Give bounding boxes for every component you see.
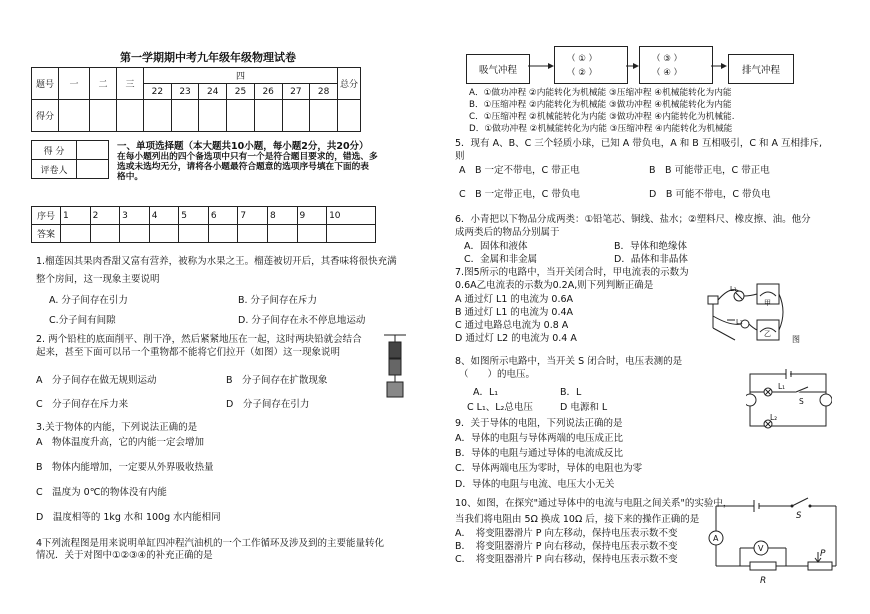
flow-intake-label: 吸气冲程	[478, 65, 517, 76]
section1-heading: 一、单项选择题（本大题共10小题，每小题2分，共20分）	[117, 141, 369, 152]
q1-option-b[interactable]: B. 分子间存在斥力	[238, 295, 318, 306]
q8-fig-s: S	[799, 397, 804, 406]
answer-cell[interactable]	[208, 225, 238, 243]
q10-stem: 10、如图，在探究"通过导体中的电流与电阻之间关系"的实验中，	[455, 498, 733, 509]
q1-option-d[interactable]: D. 分子间存在永不停息地运动	[238, 315, 366, 326]
q8-option-d[interactable]: D 电源和 L	[560, 402, 608, 413]
q7-meter-b-label: 乙	[764, 330, 771, 338]
q4-option-b[interactable]: B．①压缩冲程 ②内能转化为机械能 ③做功冲程 ④机械能转化为内能	[469, 100, 732, 110]
q9-option-d[interactable]: D．导体的电阻与电流、电压大小无关	[455, 479, 615, 490]
section-four: 四	[144, 68, 338, 84]
q5-option-c[interactable]: C B 一定带正电，C 带负电	[459, 189, 580, 200]
flow-slot-4: （ ④ ）	[652, 68, 683, 78]
q9-option-a[interactable]: A．导体的电阻与导体两端的电压成正比	[455, 433, 623, 444]
answer-num: 2	[90, 207, 120, 225]
section-two: 二	[90, 68, 117, 100]
answer-cell[interactable]	[297, 225, 327, 243]
grader-cell[interactable]	[77, 160, 109, 179]
flow-exhaust-label: 排气冲程	[741, 65, 780, 76]
q8-option-b[interactable]: B．L	[560, 387, 582, 398]
q10-option-b[interactable]: B． 将变阻器滑片 P 向右移动，保持电压表示数不变	[455, 541, 678, 552]
q10-option-a[interactable]: A． 将变阻器滑片 P 向左移动，保持电压表示数不变	[455, 528, 678, 539]
q7-option-b[interactable]: B 通过灯 L1 的电流为 0.4A	[455, 307, 574, 318]
q10-stem: 当我们将电阻由 5Ω 换成 10Ω 后，接下来的操作正确的是	[455, 514, 700, 525]
answer-num: 9	[297, 207, 327, 225]
q9-option-c[interactable]: C．导体两端电压为零时，导体的电阻也为零	[455, 463, 643, 474]
page-title: 第一学期期中考九年级年级物理试卷	[120, 51, 296, 64]
flow-arrows	[528, 60, 733, 72]
section1-desc: 在每小题列出的四个备选项中只有一个是符合题目要求的，错选、多	[117, 152, 378, 162]
flow-slot-1: （ ① ）	[567, 54, 598, 64]
q6-option-c[interactable]: C．金属和非金属	[464, 254, 538, 265]
q2-stem: 2. 两个铅柱的底面削平、削干净，然后紧紧地压在一起，这时两块铅就会结合	[36, 334, 362, 345]
answer-num: 8	[267, 207, 297, 225]
score-table-head: 题号	[32, 68, 59, 100]
score-cell[interactable]	[171, 100, 199, 132]
score-cell[interactable]	[310, 100, 338, 132]
q5-option-b[interactable]: B B 可能带正电，C 带正电	[649, 165, 770, 176]
q7-l2-tag: L₂	[736, 318, 743, 326]
score-cell[interactable]	[282, 100, 310, 132]
q6-stem: 6．小青把以下物品分成两类：①铅笔芯、铜线、盐水；②塑料尺、橡皮擦、油。他分	[455, 214, 811, 225]
q7-option-c[interactable]: C 通过电路总电流为 0.8 A	[455, 320, 569, 331]
sub-26: 26	[254, 84, 282, 100]
answer-table	[31, 206, 376, 243]
score-cell[interactable]	[59, 100, 90, 132]
answer-num-label: 序号	[32, 207, 61, 225]
q5-stem: 则	[455, 151, 465, 162]
q8-option-c[interactable]: C L₁、L₂总电压	[467, 402, 533, 413]
q3-option-c[interactable]: C 温度为 0℃的物体没有内能	[36, 487, 167, 498]
answer-cell[interactable]	[327, 225, 376, 243]
q1-option-c[interactable]: C.分子间有间隙	[49, 315, 116, 326]
q2-option-c[interactable]: C 分子间存在斥力来	[36, 399, 129, 410]
q10-circuit-figure	[704, 496, 844, 588]
q7-meter-a-label: 甲	[764, 299, 771, 307]
q8-fig-l2: L₂	[770, 413, 778, 422]
answer-cell[interactable]	[90, 225, 120, 243]
q4-option-d[interactable]: D．①做功冲程 ②机械能转化为内能 ③压缩冲程 ④内能转化为机械能	[469, 124, 733, 134]
q7-option-a[interactable]: A 通过灯 L1 的电流为 0.6A	[455, 294, 574, 305]
q10-option-c[interactable]: C． 将变阻器滑片 P 向右移动，保持电压表示数不变	[455, 554, 678, 565]
answer-num: 3	[120, 207, 150, 225]
score-cell[interactable]	[199, 100, 227, 132]
answer-cell[interactable]	[238, 225, 268, 243]
answer-cell[interactable]	[149, 225, 179, 243]
total-label: 总分	[338, 68, 361, 100]
q4-stem: 情况．关于对图中①②③④的补充正确的是	[36, 550, 213, 561]
q7-option-d[interactable]: D 通过灯 L2 的电流为 0.4 A	[455, 333, 577, 344]
score-label: 得分	[32, 100, 59, 132]
answer-num: 10	[327, 207, 376, 225]
sub-25: 25	[227, 84, 255, 100]
sub-24: 24	[199, 84, 227, 100]
score-cell[interactable]	[227, 100, 255, 132]
q7-stem: 0.6A乙电流表的示数为0.2A,则下列判断正确是	[455, 280, 654, 291]
q9-stem: 9．关于导体的电阻，下列说法正确的是	[455, 418, 623, 429]
q7-figure-label: 图	[792, 335, 800, 344]
answer-num: 6	[208, 207, 238, 225]
score-cell[interactable]	[90, 100, 117, 132]
q6-stem: 成两类后的物品分别属于	[455, 227, 560, 238]
answer-label: 答案	[32, 225, 61, 243]
q7-circuit-figure	[705, 276, 790, 348]
q5-option-a[interactable]: A B 一定不带电，C 带正电	[459, 165, 580, 176]
q4-option-c[interactable]: C．①压缩冲程 ②机械能转化为内能 ③做功冲程 ④内能转化为机械能.	[469, 112, 735, 122]
q10-fig-v: V	[758, 544, 764, 553]
q10-fig-r: R	[760, 576, 767, 586]
q7-stem: 7.图5所示的电路中，当开关闭合时，甲电流表的示数为	[455, 267, 689, 278]
q5-option-d[interactable]: D B 可能不带电，C 带负电	[649, 189, 771, 200]
q10-fig-s: S	[796, 511, 802, 521]
q2-option-b[interactable]: B 分子间存在扩散现象	[226, 375, 328, 386]
q1-option-a[interactable]: A. 分子间存在引力	[49, 295, 128, 306]
q1-stem: 整个房间，这一现象主要说明	[36, 274, 160, 285]
q6-option-d[interactable]: D．晶体和非晶体	[614, 254, 688, 265]
q7-l1-tag: L₁	[730, 285, 737, 293]
sub-28: 28	[310, 84, 338, 100]
answer-num: 4	[149, 207, 179, 225]
q4-stem: 4下列流程图是用来说明单缸四冲程汽油机的一个工作循环及涉及到的主要能量转化	[36, 538, 385, 549]
q3-option-a[interactable]: A 物体温度升高，它的内能一定会增加	[36, 437, 204, 448]
q8-stem: 8、如图所示电路中，当开关 S 闭合时，电压表测的是	[455, 356, 683, 367]
score-cell[interactable]	[117, 100, 144, 132]
flow-slot-3: （ ③ ）	[652, 54, 683, 64]
q1-stem: 1.榴莲因其果肉香甜又富有营养，被称为水果之王。榴莲被切开后，其香味将很快充满	[36, 256, 397, 267]
section1-desc: 选或未选均无分，请将各小题最符合题意的选项序号填在下面的表	[117, 162, 369, 172]
grader-label: 评卷人	[32, 160, 77, 179]
score-cell[interactable]	[144, 100, 172, 132]
section-one: 一	[59, 68, 90, 100]
q8-option-a[interactable]: A．L₁	[473, 387, 499, 398]
sub-27: 27	[282, 84, 310, 100]
flow-exhaust	[728, 54, 794, 84]
grader-score-cell[interactable]	[77, 141, 109, 160]
q2-stem: 起来，甚至下面可以吊一个重物都不能将它们拉开（如图）这一现象说明	[36, 347, 341, 358]
q3-stem: 3.关于物体的内能，下列说法正确的是	[36, 422, 198, 433]
q10-fig-p: P	[820, 549, 826, 559]
section-three: 三	[117, 68, 144, 100]
lead-cylinders-figure	[378, 332, 410, 400]
q8-fig-l1: L₁	[778, 382, 786, 391]
sub-23: 23	[171, 84, 199, 100]
q2-option-d[interactable]: D 分子间存在引力	[226, 399, 310, 410]
score-table	[31, 67, 361, 132]
answer-cell[interactable]	[61, 225, 91, 243]
q3-option-b[interactable]: B 物体内能增加，一定要从外界吸收热量	[36, 462, 214, 473]
flow-intake	[466, 54, 530, 84]
q8-circuit-figure	[746, 368, 832, 432]
q4-option-a[interactable]: A．①做功冲程 ②内能转化为机械能 ③压缩冲程 ④机械能转化为内能	[469, 88, 732, 98]
grader-table	[31, 140, 109, 179]
score-cell[interactable]	[254, 100, 282, 132]
q10-fig-a: A	[713, 534, 719, 543]
score-cell[interactable]	[338, 100, 361, 132]
q9-option-b[interactable]: B．导体的电阻与通过导体的电流成反比	[455, 448, 624, 459]
answer-cell[interactable]	[267, 225, 297, 243]
flow-slot-2: （ ② ）	[567, 68, 598, 78]
answer-num: 1	[61, 207, 91, 225]
answer-cell[interactable]	[120, 225, 150, 243]
sub-22: 22	[144, 84, 172, 100]
q3-option-d[interactable]: D 温度相等的 1kg 水和 100g 水内能相同	[36, 512, 221, 523]
section1-desc: 格中。	[117, 172, 144, 182]
q6-option-b[interactable]: B．导体和绝缘体	[614, 241, 688, 252]
answer-cell[interactable]	[179, 225, 209, 243]
q2-option-a[interactable]: A 分子间存在做无规则运动	[36, 375, 157, 386]
q5-stem: 5．现有 A、B、C 三个轻质小球，已知 A 带负电，A 和 B 互相吸引，C 和 A 互相排斥,	[455, 138, 823, 149]
q8-stem: （ ）的电压。	[459, 369, 536, 380]
q6-option-a[interactable]: A．固体和液体	[464, 241, 528, 252]
answer-num: 5	[179, 207, 209, 225]
grader-score-label: 得 分	[32, 141, 77, 160]
answer-num: 7	[238, 207, 268, 225]
